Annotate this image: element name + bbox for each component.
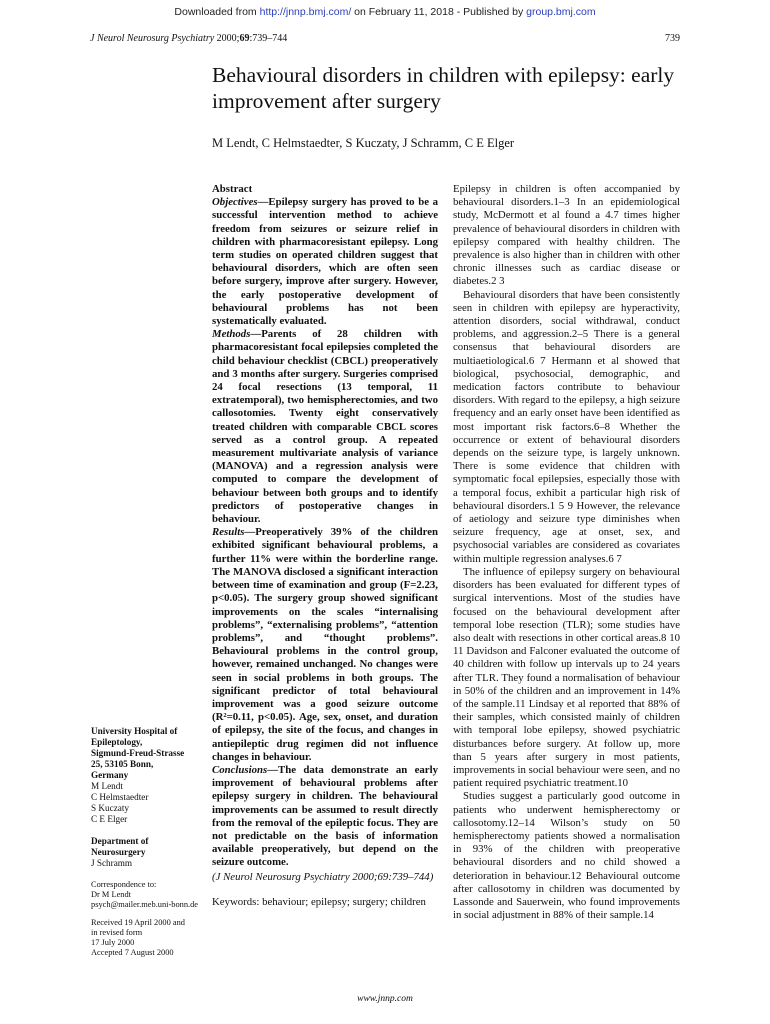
abstract [212, 183, 438, 909]
affiliation-university: University Hospital of Epileptology, Sigmund-Freud-Strasse 25, 53105 Bonn, Germany M Lendt C Helmstaedter S Kuczaty C E Elger [91, 726, 185, 824]
body-paragraph: Behavioural disorders that have been consistently seen in children with epilepsy are hyperactivity, attention disorders, social withdrawal, conduct problems, and aggression.2–5 There is a general consensus that behavioural disorders are multiaetiological.6 7 Hermann et al showed that biological, psychosocial, demographic, and medication factors contribute to behaviour disorders. With regard to the epilepsy, a high seizure frequency and an early onset have been identified as most important risk factors.6–8 Whether the occurrence or extent of behavioural disorders depends on the seizure type, is largely unknown. There is some evidence that children with symptomatic focal epilepsies, especially those with a temporal focus, exhibit a particular high risk of behavioural disorders.1 5 9 However, the relevance of aetiology and seizure type diminishes when seizure frequency, age at onset, sex, and psychosocial variables are considered as covariates within multiple regression analyses.6 7 [453, 288, 680, 565]
jnnp-link[interactable]: http://jnnp.bmj.com/ [259, 6, 352, 18]
page-number: 739 [665, 33, 680, 44]
abstract-results: Results—Preoperatively 39% of the children exhibited significant behavioural problems, a further 11% were within the borderline range. The MANOVA disclosed a significant interaction between time of examination and group (F=2.23, p<0.05). The surgery group showed significant improvements on the scales “internalising problems”, “externalising problems”, “attention problems”, and “thought problems”. Behavioural problems in the control group, however, remained unchanged. No changes were seen in social problems in both groups. The significant predictor of total behavioural improvement was a good seizure outcome (R²=0.11, p<0.05). Age, sex, onset, and duration of epilepsy, the site of the focus, and changes in antiepileptic drug regimen did not influence changes in behaviour. [212, 526, 438, 763]
affiliation-department: Department of Neurosurgery J Schramm [91, 836, 149, 868]
body-text [453, 183, 680, 922]
keywords: Keywords: behaviour; epilepsy; surgery; children [212, 895, 426, 908]
correspondence-email[interactable]: psych@mailer.meb.uni-bonn.de [91, 900, 199, 909]
abstract-methods: Methods—Parents of 28 children with pharmacoresistant focal epilepsies completed the child behaviour checklist (CBCL) preoperatively and 3 months after surgery. Surgeries comprised 24 focal resections (13 temporal, 11 extratemporal), two hemispherectomies, and two callosotomies. Twenty eight conservatively treated children with comparable CBCL scores served as a control group. A repeated measurement multivariate analysis of variance (MANOVA) and a regression analysis were computed to compare the development of behaviour between both groups and to identify predictors of postoperative changes in behaviour. [212, 328, 438, 526]
author-list: M Lendt, C Helmstaedter, S Kuczaty, J Schramm, C E Elger [212, 136, 515, 150]
received-dates: Received 19 April 2000 and in revised form 17 July 2000 Accepted 7 August 2000 [91, 918, 185, 957]
footer-url: www.jnnp.com [357, 994, 413, 1004]
body-paragraph: Epilepsy in children is often accompanied by behavioural disorders.1–3 In an epidemiological study, McDermott et al found a 4.7 times higher prevalence of behavioural disorders in children with epilepsy compared with healthy children. The prevalence is also higher than in children with other chronic illnesses such as cardiac disease or diabetes.2 3 [453, 183, 680, 288]
download-prefix: Downloaded from [174, 6, 257, 18]
download-bar [0, 6, 770, 18]
correspondence: Correspondence to: Dr M Lendt psych@mailer.meb.uni-bonn.de [91, 880, 209, 910]
download-middle: on February 11, 2018 - Published by [354, 6, 524, 18]
abstract-objectives: Objectives—Epilepsy surgery has proved to be a successful intervention method to achieve freedom from seizures or seizure relief in children with pharmacoresistant epilepsy. Long term studies on operated children suggest that behavioural disorders, which are often seen before surgery, improve after surgery. However, the early postoperative development of behavioural problems has not been systematically evaluated. [212, 196, 438, 328]
abstract-citation: (J Neurol Neurosurg Psychiatry 2000;69:739–744) [212, 870, 434, 883]
article-title: Behavioural disorders in children with epilepsy: early improvement after surgery [212, 63, 675, 113]
body-paragraph: Studies suggest a particularly good outcome in patients who underwent hemispherectomy or callosotomy.12–14 Wilson’s study on 50 hemispherectomy patients showed a normalisation in 93% of the children with preoperative behavioural disorders and no child showed a deterioration in behaviour.12 Behavioural outcome after callosotomy in children was documented by Lassonde and Sauerwein, who found improvements in social adjustment in 88% of their sample.14 [453, 790, 680, 922]
publisher-link[interactable]: group.bmj.com [526, 6, 596, 18]
abstract-conclusions: Conclusions—The data demonstrate an early improvement of behavioural problems after epilepsy surgery in children. The behavioural improvements can be assumed to result directly from the removal of the epileptic focus. They are not predictable on the basis of information available preoperatively, but depend on the seizure outcome. [212, 763, 438, 869]
body-paragraph: The influence of epilepsy surgery on behavioural disorders has been evaluated for different types of surgical interventions. Most of the studies have focused on the behavioural development after temporal lobe resection (TLR); some studies have also dealt with resections in other cortical areas.8 10 11 Davidson and Falconer evaluated the outcome of 40 children with follow up intervals up to 24 years after TLR. They found a normalisation of behaviour in 50% of the children and an improvement in 14% of the sample.11 Lindsay et al reported that 88% of their samples, which consisted mainly of children with temporal lobe epilepsy, showed psychiatric disturbances before surgery. At follow up, more than 5 years after surgery in most patients, improvements in social behaviour were seen, and no patient required psychiatric treatment.10 [453, 565, 680, 790]
abstract-heading: Abstract [212, 183, 253, 195]
running-head: J Neurol Neurosurg Psychiatry 2000;69:739–744 [90, 33, 288, 44]
